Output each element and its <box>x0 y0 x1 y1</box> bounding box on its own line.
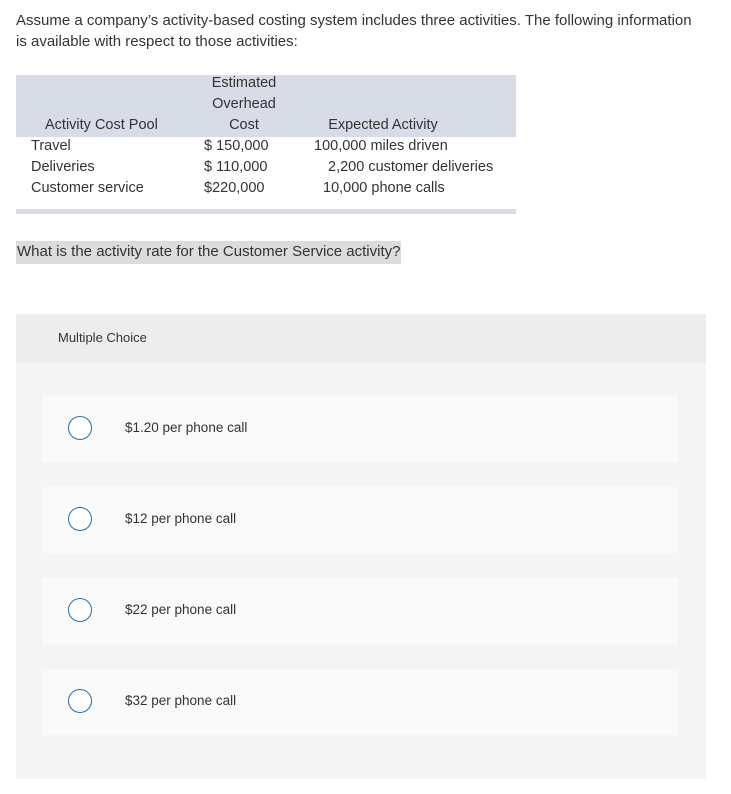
row-customer-service-pool: Customer service <box>31 180 144 196</box>
radio-button-icon[interactable] <box>68 507 92 531</box>
multiple-choice-title: Multiple Choice <box>58 330 147 345</box>
question-intro: Assume a company’s activity-based costing system includes three activities. The following information is available with respect to those activities: <box>16 12 692 50</box>
row-travel-cost: $ 150,000 <box>204 138 269 154</box>
radio-button-icon[interactable] <box>68 689 92 713</box>
row-customer-service-cost: $220,000 <box>204 180 265 196</box>
choice-option-1[interactable] <box>42 396 678 462</box>
header-cost-line1: Estimated <box>211 75 277 91</box>
header-cost-line2: Overhead <box>212 96 276 112</box>
question-text: What is the activity rate for the Customer Service activity? <box>16 241 401 264</box>
multiple-choice-panel <box>16 314 706 779</box>
row-travel-activity: 100,000 miles driven <box>314 138 448 154</box>
header-expected-activity: Expected Activity <box>328 117 438 133</box>
header-cost-line3: Cost <box>229 117 259 133</box>
row-deliveries-pool: Deliveries <box>31 159 95 175</box>
choice-label: $22 per phone call <box>125 602 237 617</box>
radio-button-icon[interactable] <box>68 416 92 440</box>
radio-button-icon[interactable] <box>68 598 92 622</box>
row-customer-service-activity: 10,000 phone calls <box>323 180 445 196</box>
table-bottom-rule <box>16 209 516 214</box>
multiple-choice-header <box>16 314 706 363</box>
activity-cost-table <box>16 75 516 214</box>
row-travel-pool: Travel <box>31 138 71 154</box>
row-deliveries-activity: 2,200 customer deliveries <box>328 159 494 175</box>
row-deliveries-cost: $ 110,000 <box>204 159 268 175</box>
choice-option-2[interactable] <box>42 487 678 553</box>
header-activity-cost-pool: Activity Cost Pool <box>45 117 158 133</box>
choice-label: $1.20 per phone call <box>125 420 248 435</box>
choice-option-3[interactable] <box>42 578 678 644</box>
choice-label: $32 per phone call <box>125 693 237 708</box>
choice-option-4[interactable] <box>42 669 678 735</box>
choice-label: $12 per phone call <box>125 511 237 526</box>
